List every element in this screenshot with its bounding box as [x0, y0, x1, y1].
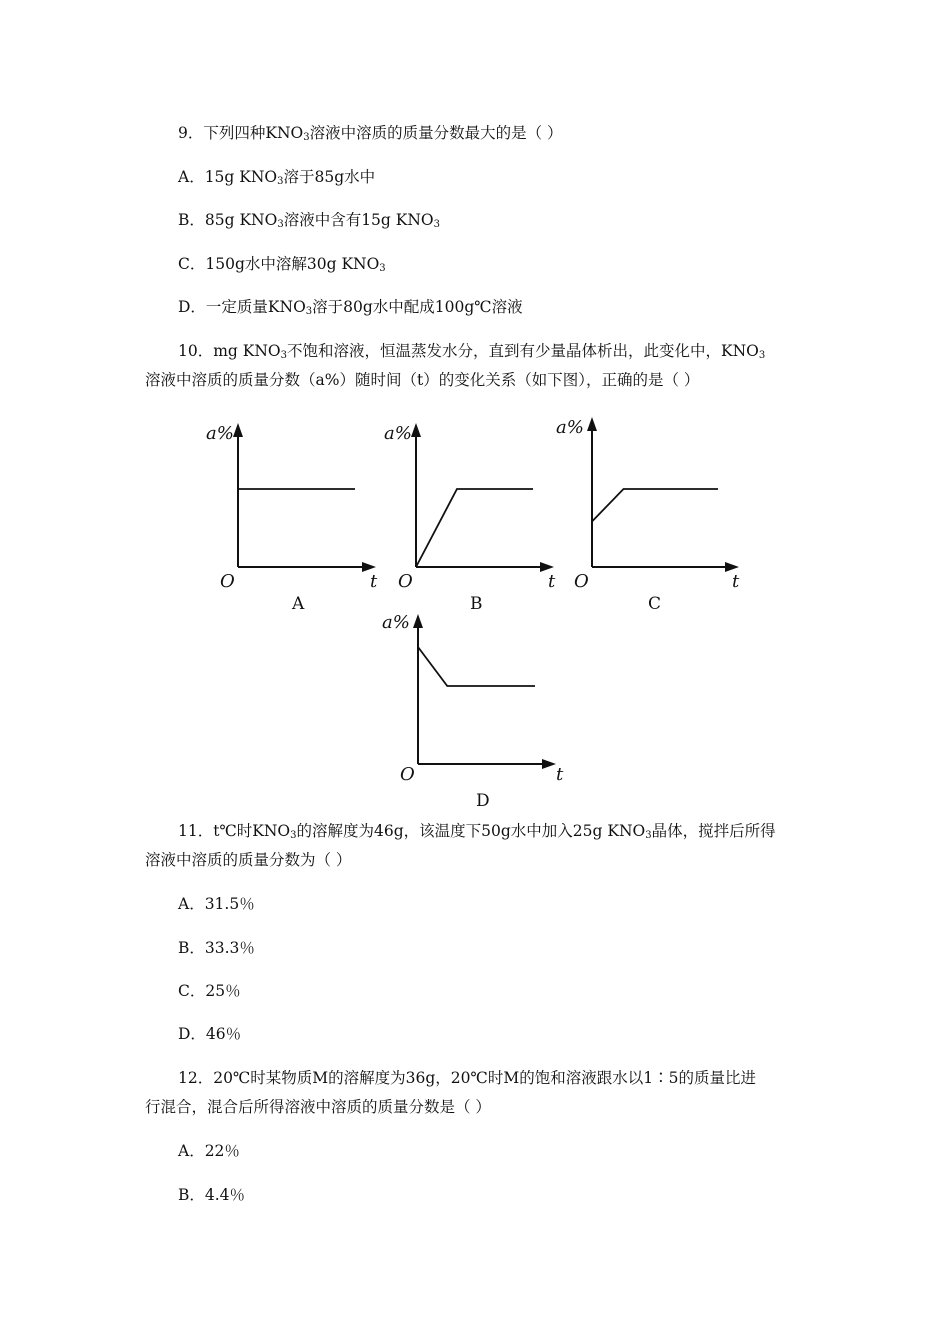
q12-option-b: B．4.4％	[178, 1186, 246, 1204]
y-axis-label: a%	[206, 423, 234, 444]
origin-label: O	[574, 571, 589, 592]
origin-label: O	[220, 571, 235, 592]
q9-stem: 9．下列四种$KNO_3$溶液中溶质的质量分数最大的是（ ）	[178, 124, 563, 143]
q10-stem-line2: 溶液中溶质的质量分数（a%）随时间（t）的变化关系（如下图），正确的是（ ）	[145, 371, 700, 389]
y-axis-arrow	[411, 423, 421, 437]
q11-stem-line2: 溶液中溶质的质量分数为（ ）	[145, 851, 352, 869]
x-axis-label: t	[732, 571, 740, 592]
q10-stem-line1: 10．mg $KNO_3$不饱和溶液，恒温蒸发水分，直到有少量晶体析出，此变化中，$KNO_3$	[178, 342, 766, 361]
q11-stem-line1: 11．t℃时$KNO_3$的溶解度为46g，该温度下50g水中加入25g $KNO_3$晶体，搅拌后所得	[178, 822, 776, 841]
y-axis-arrow	[413, 614, 423, 628]
graph-a	[200, 415, 390, 615]
curve	[592, 489, 718, 522]
x-axis-arrow	[542, 759, 556, 769]
graph-caption: C	[648, 594, 662, 614]
q11-option-a: A．31.5％	[178, 895, 255, 913]
graph-caption: B	[470, 594, 483, 614]
graph-caption: A	[292, 594, 305, 614]
q9-option-a: A．15g $KNO_3$溶于85g水中	[178, 168, 376, 187]
q12-stem-line1: 12．20℃时某物质M的溶解度为36g，20℃时M的饱和溶液跟水以1∶5的质量比进	[178, 1069, 756, 1087]
x-axis-label: t	[556, 764, 564, 785]
q11-option-b: B．33.3％	[178, 939, 255, 957]
y-axis-label: a%	[384, 423, 412, 444]
x-axis-label: t	[370, 571, 378, 592]
q9-option-c: C．150g水中溶解30g $KNO_3$	[178, 255, 386, 274]
q12-stem-line2: 行混合，混合后所得溶液中溶质的质量分数是（ ）	[145, 1098, 491, 1116]
x-axis-label: t	[548, 571, 556, 592]
curve	[418, 647, 535, 686]
origin-label: O	[398, 571, 413, 592]
y-axis-label: a%	[382, 612, 410, 633]
q11-option-d: D．46％	[178, 1025, 242, 1043]
graph-b	[378, 415, 568, 615]
q9-option-d: D．一定质量$KNO_3$溶于80g水中配成100g℃溶液	[178, 298, 523, 317]
graph-d	[378, 612, 578, 812]
origin-label: O	[400, 764, 415, 785]
y-axis-arrow	[233, 423, 243, 437]
graph-caption: D	[476, 791, 490, 811]
q11-option-c: C．25％	[178, 982, 241, 1000]
curve	[416, 489, 533, 567]
q9-option-b: B．85g $KNO_3$溶液中含有15g $KNO_3$	[178, 211, 440, 230]
y-axis-label: a%	[556, 417, 584, 438]
y-axis-arrow	[587, 417, 597, 431]
graph-c	[556, 415, 746, 615]
q12-option-a: A．22％	[178, 1142, 240, 1160]
